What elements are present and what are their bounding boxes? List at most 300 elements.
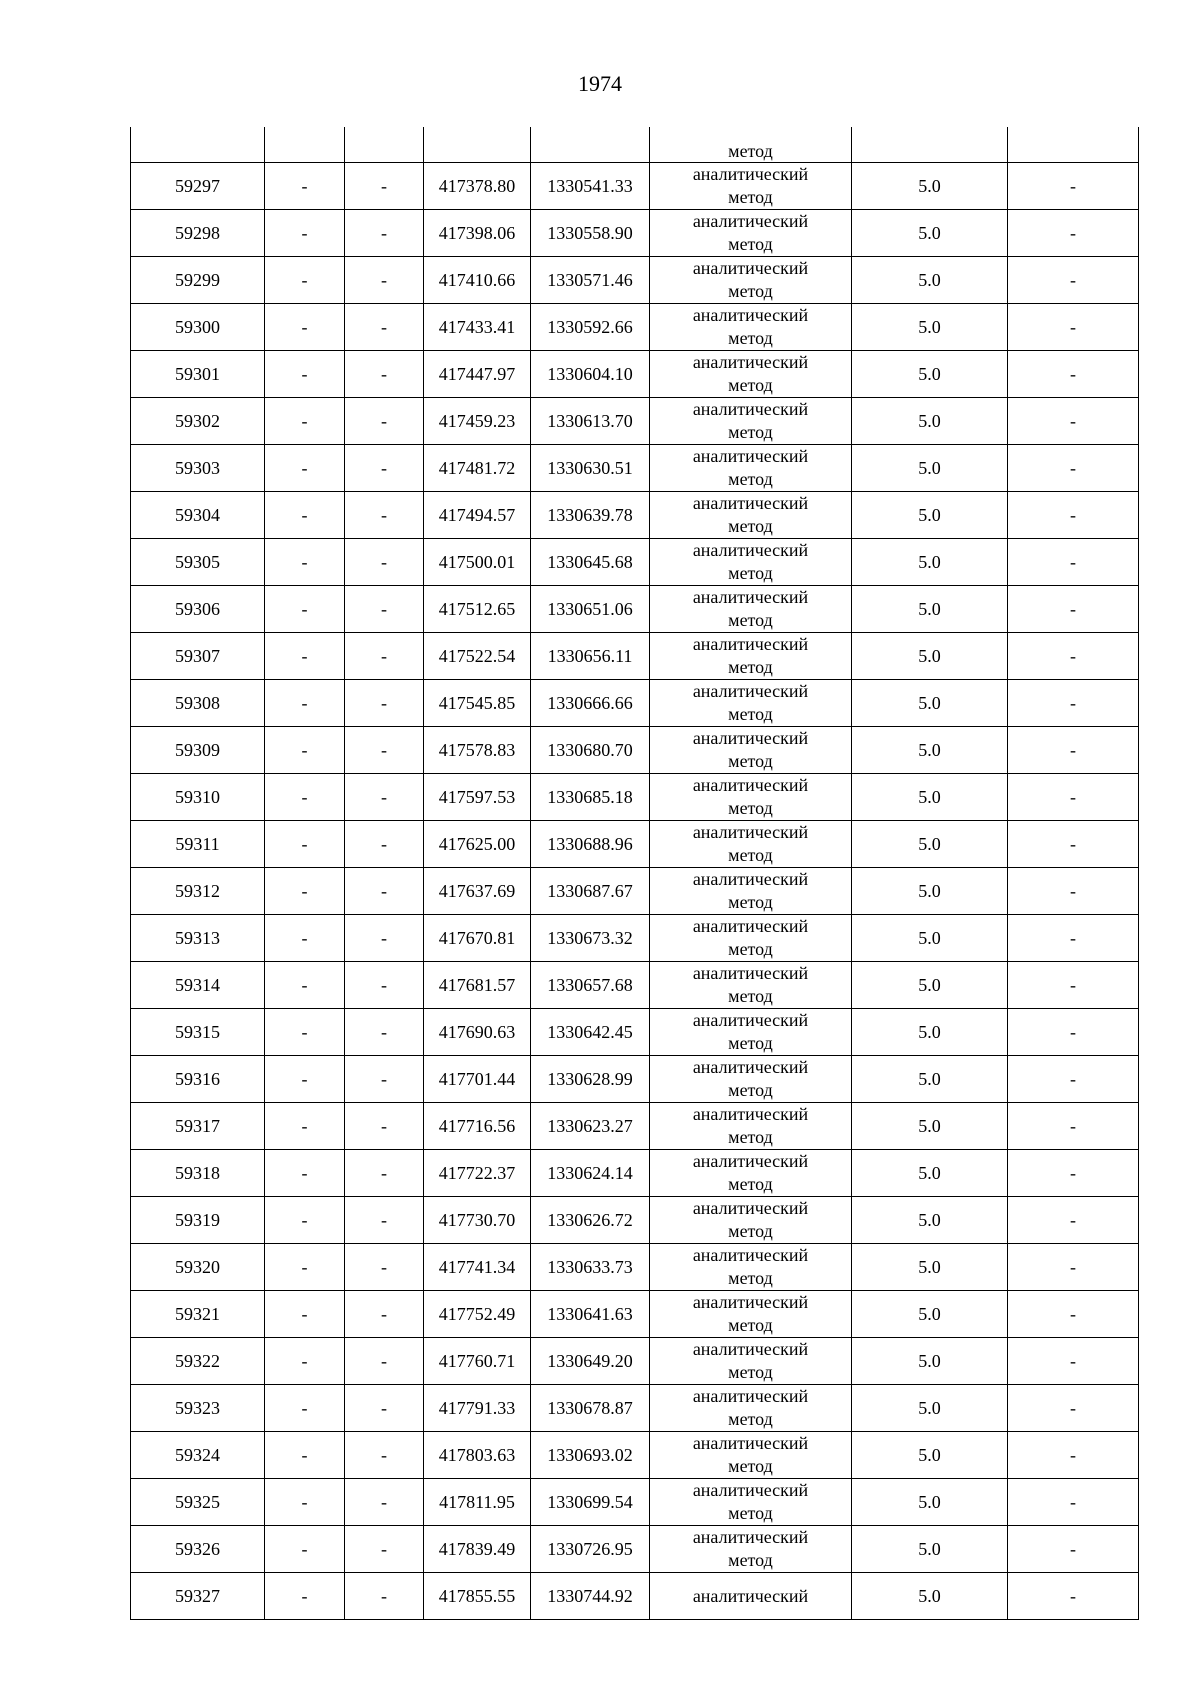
cell-point-id: 59300 xyxy=(131,304,265,351)
method-line-2: метод xyxy=(728,798,773,818)
cell-y: 1330639.78 xyxy=(531,492,650,539)
cell-col2: - xyxy=(265,1573,345,1620)
cell-accuracy: 5.0 xyxy=(852,304,1008,351)
cell-point-id: 59324 xyxy=(131,1432,265,1479)
method-line-2: метод xyxy=(728,1503,773,1523)
cell-point-id: 59298 xyxy=(131,210,265,257)
cell-col8: - xyxy=(1008,1150,1139,1197)
cell-col2: - xyxy=(265,1056,345,1103)
method-line-2: метод xyxy=(728,1221,773,1241)
cell-col3: - xyxy=(345,1150,424,1197)
method-line-2: метод xyxy=(728,187,773,207)
cell-x: 417625.00 xyxy=(424,821,531,868)
cell-y xyxy=(531,127,650,163)
method-line-2: метод xyxy=(728,1174,773,1194)
cell-accuracy: 5.0 xyxy=(852,1103,1008,1150)
cell-col3: - xyxy=(345,962,424,1009)
cell-accuracy: 5.0 xyxy=(852,163,1008,210)
cell-point-id: 59302 xyxy=(131,398,265,445)
cell-y: 1330613.70 xyxy=(531,398,650,445)
cell-point-id: 59303 xyxy=(131,445,265,492)
cell-method xyxy=(650,586,852,633)
cell-col3 xyxy=(345,127,424,163)
method-line-1: аналитический xyxy=(692,211,809,231)
cell-point-id: 59321 xyxy=(131,1291,265,1338)
cell-x: 417578.83 xyxy=(424,727,531,774)
table-row xyxy=(131,1479,1139,1526)
cell-method xyxy=(650,492,852,539)
cell-method xyxy=(650,1056,852,1103)
cell-x: 417410.66 xyxy=(424,257,531,304)
cell-col3: - xyxy=(345,1197,424,1244)
cell-x: 417459.23 xyxy=(424,398,531,445)
cell-y: 1330744.92 xyxy=(531,1573,650,1620)
method-line-2: метод xyxy=(728,1550,773,1570)
cell-col3: - xyxy=(345,1432,424,1479)
cell-y: 1330628.99 xyxy=(531,1056,650,1103)
cell-x: 417512.65 xyxy=(424,586,531,633)
cell-col8: - xyxy=(1008,868,1139,915)
method-line-1: аналитический xyxy=(692,775,809,795)
cell-accuracy: 5.0 xyxy=(852,1291,1008,1338)
cell-y: 1330687.67 xyxy=(531,868,650,915)
cell-col8: - xyxy=(1008,539,1139,586)
cell-col3: - xyxy=(345,774,424,821)
cell-col3: - xyxy=(345,304,424,351)
cell-method xyxy=(650,1526,852,1573)
table-row xyxy=(131,774,1139,821)
cell-col2: - xyxy=(265,163,345,210)
cell-col2: - xyxy=(265,633,345,680)
cell-x: 417522.54 xyxy=(424,633,531,680)
method-line-1: аналитический xyxy=(692,634,809,654)
cell-point-id: 59320 xyxy=(131,1244,265,1291)
table-row xyxy=(131,1526,1139,1573)
cell-point-id: 59299 xyxy=(131,257,265,304)
cell-accuracy: 5.0 xyxy=(852,1479,1008,1526)
cell-col8 xyxy=(1008,127,1139,163)
cell-accuracy: 5.0 xyxy=(852,1526,1008,1573)
cell-col3: - xyxy=(345,821,424,868)
cell-method xyxy=(650,398,852,445)
method-line-2: метод xyxy=(728,704,773,724)
cell-accuracy: 5.0 xyxy=(852,492,1008,539)
cell-col3: - xyxy=(345,1056,424,1103)
table-row xyxy=(131,1432,1139,1479)
cell-accuracy xyxy=(852,127,1008,163)
table-row xyxy=(131,1244,1139,1291)
cell-method xyxy=(650,774,852,821)
cell-col3: - xyxy=(345,915,424,962)
cell-point-id: 59308 xyxy=(131,680,265,727)
method-line-1: аналитический xyxy=(692,963,809,983)
table-row xyxy=(131,586,1139,633)
cell-y: 1330726.95 xyxy=(531,1526,650,1573)
cell-col8: - xyxy=(1008,727,1139,774)
method-line-1: аналитический xyxy=(692,540,809,560)
cell-point-id: 59314 xyxy=(131,962,265,1009)
cell-col8: - xyxy=(1008,586,1139,633)
cell-accuracy: 5.0 xyxy=(852,257,1008,304)
table-row xyxy=(131,1338,1139,1385)
table-row xyxy=(131,539,1139,586)
cell-accuracy: 5.0 xyxy=(852,351,1008,398)
table-row xyxy=(131,915,1139,962)
cell-col2: - xyxy=(265,821,345,868)
cell-col3: - xyxy=(345,1526,424,1573)
cell-y: 1330641.63 xyxy=(531,1291,650,1338)
cell-x: 417760.71 xyxy=(424,1338,531,1385)
cell-y: 1330645.68 xyxy=(531,539,650,586)
cell-x: 417378.80 xyxy=(424,163,531,210)
cell-col3: - xyxy=(345,257,424,304)
cell-y: 1330666.66 xyxy=(531,680,650,727)
cell-x xyxy=(424,127,531,163)
table-row xyxy=(131,962,1139,1009)
method-line-1: аналитический xyxy=(692,258,809,278)
cell-x: 417681.57 xyxy=(424,962,531,1009)
cell-method xyxy=(650,633,852,680)
cell-accuracy: 5.0 xyxy=(852,539,1008,586)
cell-method xyxy=(650,1103,852,1150)
cell-col3: - xyxy=(345,1338,424,1385)
method-line-1: аналитический xyxy=(692,822,809,842)
cell-method xyxy=(650,539,852,586)
cell-y: 1330673.32 xyxy=(531,915,650,962)
cell-col3: - xyxy=(345,1244,424,1291)
cell-x: 417670.81 xyxy=(424,915,531,962)
cell-col8: - xyxy=(1008,774,1139,821)
cell-y: 1330685.18 xyxy=(531,774,650,821)
cell-x: 417752.49 xyxy=(424,1291,531,1338)
cell-accuracy: 5.0 xyxy=(852,445,1008,492)
cell-col8: - xyxy=(1008,1385,1139,1432)
cell-y: 1330624.14 xyxy=(531,1150,650,1197)
cell-col8: - xyxy=(1008,1573,1139,1620)
method-line-1: аналитический xyxy=(692,1104,809,1124)
table-row xyxy=(131,398,1139,445)
cell-x: 417722.37 xyxy=(424,1150,531,1197)
method-line-1: аналитический xyxy=(692,305,809,325)
method-line-1: аналитический xyxy=(692,869,809,889)
method-line-1: аналитический xyxy=(692,1339,809,1359)
cell-col2: - xyxy=(265,492,345,539)
cell-method xyxy=(650,727,852,774)
cell-y: 1330626.72 xyxy=(531,1197,650,1244)
method-line-2: метод xyxy=(728,1127,773,1147)
cell-method xyxy=(650,1432,852,1479)
cell-accuracy: 5.0 xyxy=(852,774,1008,821)
method-line-1: аналитический xyxy=(692,1480,809,1500)
method-line-1: аналитический xyxy=(692,587,809,607)
cell-col3: - xyxy=(345,1103,424,1150)
method-line-2: метод xyxy=(728,516,773,536)
cell-method: метод xyxy=(650,127,852,163)
method-line-2: метод xyxy=(728,328,773,348)
method-line-2: метод xyxy=(728,657,773,677)
cell-col2: - xyxy=(265,398,345,445)
cell-method xyxy=(650,163,852,210)
cell-col2: - xyxy=(265,257,345,304)
cell-col8: - xyxy=(1008,962,1139,1009)
cell-col2: - xyxy=(265,445,345,492)
method-line-2: метод xyxy=(728,469,773,489)
cell-col3: - xyxy=(345,210,424,257)
table-row xyxy=(131,1385,1139,1432)
table-row xyxy=(131,868,1139,915)
cell-y: 1330571.46 xyxy=(531,257,650,304)
method-line-2: метод xyxy=(728,281,773,301)
table-row xyxy=(131,445,1139,492)
method-line-1: аналитический xyxy=(692,446,809,466)
method-line-2: метод xyxy=(728,751,773,771)
method-line-1: аналитический xyxy=(692,1010,809,1030)
cell-y: 1330699.54 xyxy=(531,1479,650,1526)
cell-point-id: 59301 xyxy=(131,351,265,398)
cell-method xyxy=(650,351,852,398)
cell-method xyxy=(650,1197,852,1244)
table-row-continued xyxy=(131,127,1139,163)
cell-x: 417433.41 xyxy=(424,304,531,351)
cell-point-id: 59313 xyxy=(131,915,265,962)
cell-point-id: 59327 xyxy=(131,1573,265,1620)
table-row xyxy=(131,727,1139,774)
cell-col8: - xyxy=(1008,680,1139,727)
cell-col3: - xyxy=(345,868,424,915)
cell-method xyxy=(650,257,852,304)
cell-point-id: 59319 xyxy=(131,1197,265,1244)
cell-col2: - xyxy=(265,1479,345,1526)
method-line-1: аналитический xyxy=(692,1386,809,1406)
table-row xyxy=(131,304,1139,351)
cell-x: 417855.55 xyxy=(424,1573,531,1620)
cell-col8: - xyxy=(1008,210,1139,257)
cell-point-id: 59318 xyxy=(131,1150,265,1197)
table-row xyxy=(131,210,1139,257)
table-row xyxy=(131,257,1139,304)
cell-col8: - xyxy=(1008,351,1139,398)
method-line-2: метод xyxy=(728,1362,773,1382)
cell-accuracy: 5.0 xyxy=(852,1150,1008,1197)
method-line-1: аналитический xyxy=(692,1245,809,1265)
cell-col8: - xyxy=(1008,821,1139,868)
table-row xyxy=(131,351,1139,398)
method-line-2: метод xyxy=(728,939,773,959)
method-line-1: аналитический xyxy=(692,493,809,513)
table-row xyxy=(131,1009,1139,1056)
cell-x: 417637.69 xyxy=(424,868,531,915)
cell-col2: - xyxy=(265,868,345,915)
cell-accuracy: 5.0 xyxy=(852,915,1008,962)
cell-col8: - xyxy=(1008,1526,1139,1573)
method-line-2: метод xyxy=(728,422,773,442)
cell-method xyxy=(650,304,852,351)
cell-col2: - xyxy=(265,539,345,586)
cell-point-id: 59309 xyxy=(131,727,265,774)
cell-col3: - xyxy=(345,727,424,774)
method-line-1: аналитический xyxy=(692,1527,809,1547)
cell-accuracy: 5.0 xyxy=(852,586,1008,633)
cell-method xyxy=(650,1009,852,1056)
cell-point-id: 59325 xyxy=(131,1479,265,1526)
cell-col8: - xyxy=(1008,1009,1139,1056)
method-line-1: аналитический xyxy=(692,916,809,936)
cell-col2: - xyxy=(265,1150,345,1197)
table-row xyxy=(131,1291,1139,1338)
cell-col3: - xyxy=(345,163,424,210)
method-line-1: аналитический xyxy=(692,1585,809,1606)
cell-y: 1330680.70 xyxy=(531,727,650,774)
cell-col3: - xyxy=(345,1385,424,1432)
method-line-2: метод xyxy=(728,1268,773,1288)
cell-y: 1330693.02 xyxy=(531,1432,650,1479)
cell-point-id: 59307 xyxy=(131,633,265,680)
cell-point-id: 59306 xyxy=(131,586,265,633)
table-row xyxy=(131,1573,1139,1620)
cell-point-id: 59317 xyxy=(131,1103,265,1150)
cell-y: 1330678.87 xyxy=(531,1385,650,1432)
table-row xyxy=(131,1056,1139,1103)
cell-y: 1330630.51 xyxy=(531,445,650,492)
cell-point-id: 59315 xyxy=(131,1009,265,1056)
cell-method xyxy=(650,1150,852,1197)
page-number: 1974 xyxy=(578,71,622,96)
cell-accuracy: 5.0 xyxy=(852,868,1008,915)
cell-x: 417730.70 xyxy=(424,1197,531,1244)
cell-point-id: 59311 xyxy=(131,821,265,868)
cell-col8: - xyxy=(1008,1432,1139,1479)
cell-method xyxy=(650,1479,852,1526)
cell-x: 417839.49 xyxy=(424,1526,531,1573)
cell-method xyxy=(650,1338,852,1385)
cell-method xyxy=(650,1291,852,1338)
method-line-1: аналитический xyxy=(692,352,809,372)
cell-col3: - xyxy=(345,633,424,680)
cell-accuracy: 5.0 xyxy=(852,1244,1008,1291)
cell-x: 417803.63 xyxy=(424,1432,531,1479)
table-row xyxy=(131,633,1139,680)
cell-accuracy: 5.0 xyxy=(852,398,1008,445)
cell-x: 417811.95 xyxy=(424,1479,531,1526)
cell-y: 1330657.68 xyxy=(531,962,650,1009)
cell-col8: - xyxy=(1008,1291,1139,1338)
cell-col8: - xyxy=(1008,1338,1139,1385)
cell-accuracy: 5.0 xyxy=(852,1197,1008,1244)
cell-method xyxy=(650,915,852,962)
cell-col2: - xyxy=(265,680,345,727)
cell-col2: - xyxy=(265,1338,345,1385)
cell-y: 1330604.10 xyxy=(531,351,650,398)
cell-method xyxy=(650,210,852,257)
cell-col8: - xyxy=(1008,1479,1139,1526)
cell-col8: - xyxy=(1008,633,1139,680)
cell-col2: - xyxy=(265,727,345,774)
cell-point-id: 59326 xyxy=(131,1526,265,1573)
cell-method xyxy=(650,680,852,727)
method-line-2: метод xyxy=(728,892,773,912)
method-line-1: аналитический xyxy=(692,399,809,419)
cell-accuracy: 5.0 xyxy=(852,210,1008,257)
method-line-2: метод xyxy=(728,563,773,583)
cell-accuracy: 5.0 xyxy=(852,727,1008,774)
cell-y: 1330651.06 xyxy=(531,586,650,633)
cell-y: 1330649.20 xyxy=(531,1338,650,1385)
cell-col2: - xyxy=(265,1197,345,1244)
cell-point-id: 59304 xyxy=(131,492,265,539)
cell-x: 417481.72 xyxy=(424,445,531,492)
method-line-2: метод xyxy=(728,845,773,865)
cell-accuracy: 5.0 xyxy=(852,1056,1008,1103)
cell-method xyxy=(650,445,852,492)
cell-x: 417447.97 xyxy=(424,351,531,398)
cell-method xyxy=(650,962,852,1009)
cell-col3: - xyxy=(345,351,424,398)
cell-accuracy: 5.0 xyxy=(852,633,1008,680)
cell-point-id xyxy=(131,127,265,163)
cell-col2: - xyxy=(265,304,345,351)
cell-col2: - xyxy=(265,210,345,257)
method-line-1: аналитический xyxy=(692,728,809,748)
cell-col2: - xyxy=(265,1009,345,1056)
cell-col3: - xyxy=(345,1009,424,1056)
table-row xyxy=(131,163,1139,210)
table-row xyxy=(131,1150,1139,1197)
method-line-2: метод xyxy=(728,234,773,254)
cell-accuracy: 5.0 xyxy=(852,680,1008,727)
cell-point-id: 59310 xyxy=(131,774,265,821)
cell-col2 xyxy=(265,127,345,163)
cell-col2: - xyxy=(265,1103,345,1150)
cell-col3: - xyxy=(345,445,424,492)
cell-col8: - xyxy=(1008,304,1139,351)
cell-col2: - xyxy=(265,962,345,1009)
cell-x: 417690.63 xyxy=(424,1009,531,1056)
table-body xyxy=(131,127,1139,1620)
cell-col8: - xyxy=(1008,445,1139,492)
coordinates-table xyxy=(130,127,1139,1620)
cell-col2: - xyxy=(265,586,345,633)
cell-col2: - xyxy=(265,351,345,398)
cell-y: 1330592.66 xyxy=(531,304,650,351)
cell-y: 1330623.27 xyxy=(531,1103,650,1150)
cell-y: 1330541.33 xyxy=(531,163,650,210)
cell-col8: - xyxy=(1008,1103,1139,1150)
table-row xyxy=(131,821,1139,868)
cell-col2: - xyxy=(265,1385,345,1432)
method-line-1: аналитический xyxy=(692,681,809,701)
cell-y: 1330688.96 xyxy=(531,821,650,868)
cell-accuracy: 5.0 xyxy=(852,962,1008,1009)
cell-x: 417500.01 xyxy=(424,539,531,586)
cell-col2: - xyxy=(265,1432,345,1479)
cell-accuracy: 5.0 xyxy=(852,1009,1008,1056)
method-line-1: аналитический xyxy=(692,1198,809,1218)
cell-point-id: 59316 xyxy=(131,1056,265,1103)
cell-method xyxy=(650,821,852,868)
method-line-2: метод xyxy=(728,375,773,395)
cell-col8: - xyxy=(1008,257,1139,304)
cell-x: 417701.44 xyxy=(424,1056,531,1103)
cell-accuracy: 5.0 xyxy=(852,1573,1008,1620)
method-line-2: метод xyxy=(728,1456,773,1476)
cell-col3: - xyxy=(345,492,424,539)
cell-col3: - xyxy=(345,1479,424,1526)
cell-y: 1330558.90 xyxy=(531,210,650,257)
method-line-2: метод xyxy=(728,1409,773,1429)
table-row xyxy=(131,1197,1139,1244)
method-line-2: метод xyxy=(728,986,773,1006)
cell-point-id: 59312 xyxy=(131,868,265,915)
